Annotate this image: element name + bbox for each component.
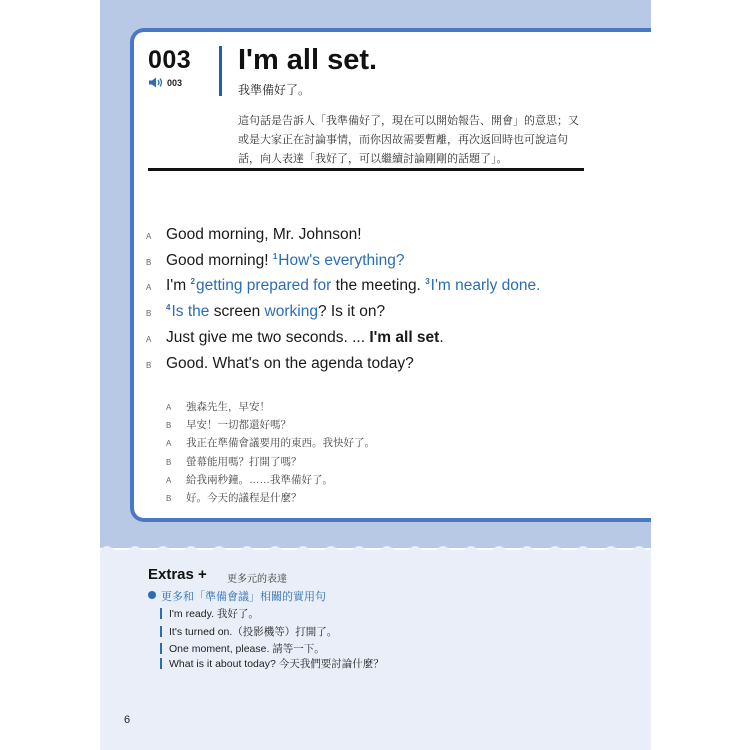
page-number: 6 xyxy=(124,714,131,726)
item-bar xyxy=(160,608,162,619)
dialogue-text-part: Good morning! xyxy=(166,252,269,270)
translation-line xyxy=(166,490,302,505)
dialogue-text xyxy=(166,303,385,321)
speaker-label: A xyxy=(166,403,172,412)
dialogue-text xyxy=(166,252,404,270)
lesson-title: I'm all set. xyxy=(238,44,378,76)
lesson-subtitle: 我準備好了。 xyxy=(238,83,311,97)
translation-line xyxy=(166,417,291,432)
unit-number: 003 xyxy=(148,46,192,74)
audio-track-label: 003 xyxy=(167,77,183,88)
speaker-label: B xyxy=(146,309,152,319)
item-bar xyxy=(160,626,162,637)
extras-subtitle: 更多元的表達 xyxy=(227,574,287,585)
highlight-phrase: working xyxy=(264,303,318,321)
note-marker[interactable]: 2 xyxy=(190,277,195,286)
translation-text: 給我兩秒鐘。……我準備好了。 xyxy=(186,474,333,486)
extras-item-text: What is it about today? 今天我們要討論什麼？ xyxy=(169,658,384,670)
dialogue-text-part: ? Is it on? xyxy=(317,303,386,321)
dialogue-line xyxy=(146,252,606,270)
title-divider xyxy=(219,46,222,96)
extras-item xyxy=(160,641,325,656)
item-bar xyxy=(160,658,162,669)
extras-title: Extras + xyxy=(148,566,207,583)
highlight-phrase: getting prepared for xyxy=(195,277,332,295)
dialogue-line xyxy=(146,329,606,347)
translation-line xyxy=(166,454,302,469)
dialogue-text-part: . xyxy=(439,329,444,346)
speaker-label: B xyxy=(146,258,152,268)
dialogue-text-part: Just give me two seconds. ... xyxy=(166,329,370,346)
audio-track[interactable] xyxy=(148,77,182,88)
speaker-label: A xyxy=(146,232,152,241)
note-marker[interactable]: 1 xyxy=(272,252,278,261)
section-rule xyxy=(148,168,584,171)
highlight-phrase: Is the xyxy=(171,303,210,321)
extras-heading: 更多和「準備會議」相關的實用句 xyxy=(161,591,326,603)
extras-item-text: One moment, please. 請等一下。 xyxy=(169,643,325,655)
dialogue-text xyxy=(166,355,414,373)
note-marker[interactable]: 4 xyxy=(166,303,171,312)
dialogue-text-part: the meeting. xyxy=(335,277,421,295)
dialogue-text-part: Good. What's on the agenda today? xyxy=(166,355,414,372)
dialogue-line xyxy=(146,277,606,295)
dialogue-text xyxy=(166,277,540,295)
highlight-phrase: How's everything? xyxy=(278,252,405,270)
dialogue-text xyxy=(166,226,362,244)
speaker-label: B xyxy=(166,458,172,467)
speaker-label: A xyxy=(146,283,152,293)
note-marker[interactable]: 3 xyxy=(425,277,430,286)
dialogue-line xyxy=(146,303,606,321)
translation-text: 強森先生，早安！ xyxy=(186,401,270,413)
dialogue-text-part: Good morning, Mr. Johnson! xyxy=(166,226,362,243)
lesson-description: 這句話是告訴人「我準備好了，現在可以開始報告、開會」的意思；又或是大家正在討論事情，而你因故需要暫離，再次返回時也可說這句話，向人表達「我好了，可以繼續討論剛剛的話題了」。 xyxy=(238,115,579,165)
wave-divider xyxy=(100,540,651,558)
speaker-label: B xyxy=(146,361,152,370)
key-phrase: I'm all set xyxy=(369,329,440,346)
speaker-label: A xyxy=(166,476,172,485)
translation-text: 早安！一切都還好嗎？ xyxy=(186,419,291,431)
translation-line xyxy=(166,435,375,450)
translation-text: 螢幕能用嗎？打開了嗎？ xyxy=(186,456,302,468)
dialogue-text-part: I'm xyxy=(166,277,187,295)
extras-item-text: I'm ready. 我好了。 xyxy=(169,608,259,620)
dialogue-line xyxy=(146,355,606,373)
speaker-icon[interactable] xyxy=(148,77,164,88)
translation-line xyxy=(166,472,333,487)
highlight-phrase: I'm nearly done. xyxy=(430,277,541,295)
translation-line xyxy=(166,399,270,414)
dialogue-line xyxy=(146,226,606,244)
bullet-icon xyxy=(148,591,156,599)
speaker-label: B xyxy=(166,421,172,430)
dialogue-text-part: screen xyxy=(213,303,261,321)
dialogue-text xyxy=(166,329,444,347)
translation-text: 我正在準備會議要用的東西。我快好了。 xyxy=(186,437,375,449)
extras-item-text: It's turned on.（投影機等）打開了。 xyxy=(169,626,338,638)
speaker-label: A xyxy=(146,335,152,344)
translation-text: 好。今天的議程是什麼？ xyxy=(186,492,302,504)
extras-item xyxy=(160,624,337,639)
speaker-label: A xyxy=(166,439,172,448)
speaker-label: B xyxy=(166,494,172,503)
extras-item xyxy=(160,656,384,671)
item-bar xyxy=(160,643,162,654)
extras-item xyxy=(160,606,259,621)
